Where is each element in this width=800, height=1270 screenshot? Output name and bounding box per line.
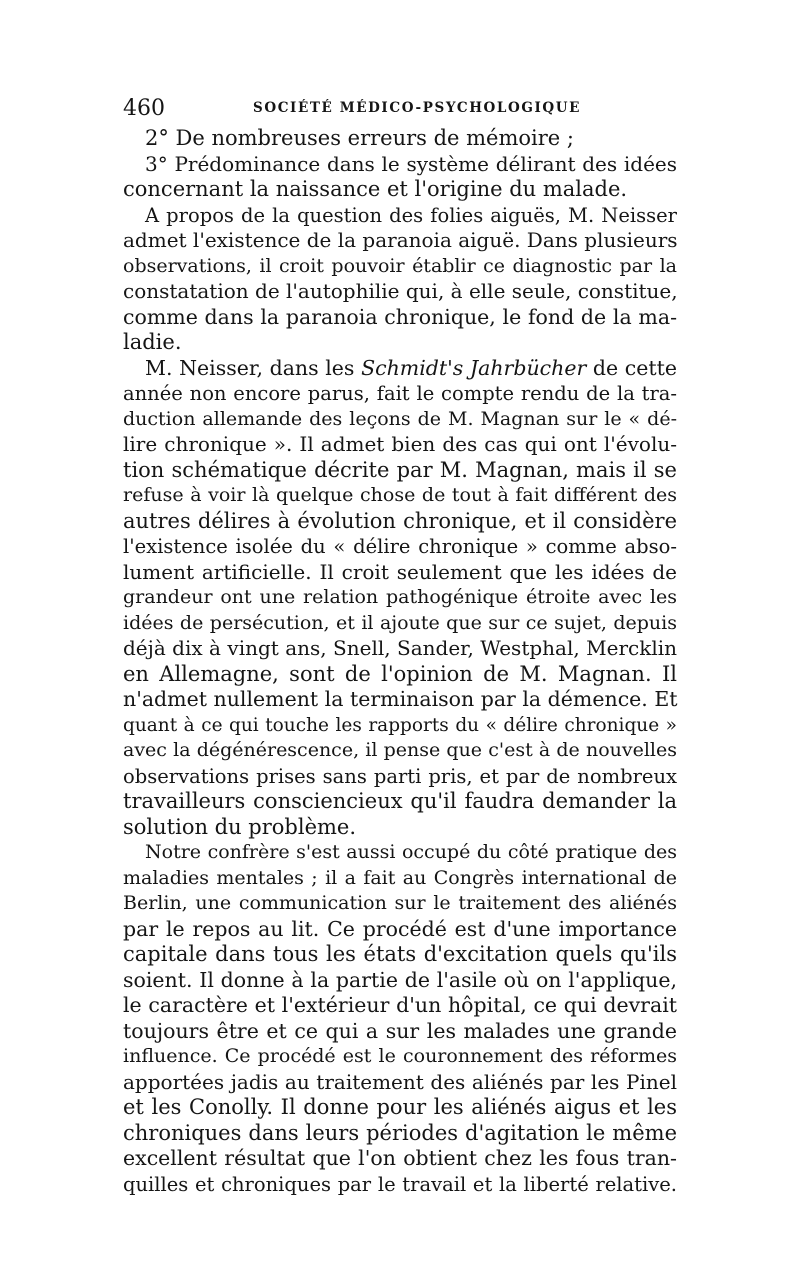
italic-title: Schmidt's Jahrbücher <box>361 355 587 380</box>
text-line-with-italic <box>123 356 677 382</box>
text-line: observations prises sans parti pris, et par de nombreux <box>123 764 677 788</box>
text-line: année non encore parus, fait le compte rendu de la tra- <box>123 382 677 405</box>
text-line: quant à ce qui touche les rapports du « délire chronique » <box>123 714 677 736</box>
text-line: 2° De nombreuses erreurs de mémoire ; <box>145 126 574 150</box>
text-line: chroniques dans leurs périodes d'agitation le même <box>123 1120 677 1145</box>
text-line: excellent résultat que l'on obtient chez les fous tran- <box>123 1146 677 1170</box>
page-number: 460 <box>123 96 165 121</box>
text-line: ladie. <box>123 330 182 354</box>
text-line: constatation de l'autophilie qui, à elle seule, constitue, <box>123 279 678 303</box>
text-line: autres délires à évolution chronique, et il considère <box>123 508 677 533</box>
text-segment: M. Neisser, dans les <box>145 355 355 380</box>
text-line: refuse à voir là quelque chose de tout à fait différent des <box>123 484 677 506</box>
text-line: observations, il croit pouvoir établir ce diagnostic par la <box>123 254 677 277</box>
text-line: solution du problème. <box>123 814 357 839</box>
text-line: et les Conolly. Il donne pour les aliénés aigus et les <box>123 1095 677 1119</box>
text-line: Notre confrère s'est aussi occupé du côté pratique des <box>145 841 677 863</box>
text-body <box>123 126 677 1197</box>
text-line: travailleurs consciencieux qu'il faudra demander la <box>123 789 677 813</box>
page-header <box>123 96 677 126</box>
text-line: lire chronique ». Il admet bien des cas qui ont l'évolu- <box>123 432 677 456</box>
text-line: n'admet nullement la terminaison par la démence. Et <box>123 687 678 711</box>
text-line: quilles et chroniques par le travail et la liberté relative. <box>123 1172 677 1196</box>
text-line: soient. Il donne à la partie de l'asile où on l'applique, <box>123 967 677 992</box>
text-line: A propos de la question des folies aiguës, M. Neisser <box>145 203 677 227</box>
text-line: lument artificielle. Il croit seulement que les idées de <box>123 559 677 584</box>
text-line: concernant la naissance et l'origine du malade. <box>123 177 628 201</box>
text-line: avec la dégénérescence, il pense que c'est à de nouvelles <box>123 739 677 761</box>
running-title: SOCIÉTÉ MÉDICO-PSYCHOLOGIQUE <box>253 100 582 116</box>
text-line: en Allemagne, sont de l'opinion de M. Magnan. Il <box>123 661 677 686</box>
text-line: influence. Ce procédé est le couronnement des réformes <box>123 1045 677 1067</box>
text-line: apportées jadis au traitement des aliénés par les Pinel <box>123 1069 677 1094</box>
text-line: le caractère et l'extérieur d'un hôpital, ce qui devrait <box>123 993 677 1017</box>
text-line: admet l'existence de la paranoia aiguë. Dans plusieurs <box>123 228 678 252</box>
text-line: tion schématique décrite par M. Magnan, mais il se <box>123 457 677 482</box>
text-line: duction allemande des leçons de M. Magnan sur le « dé- <box>123 407 677 430</box>
text-line: par le repos au lit. Ce procédé est d'une importance <box>123 916 677 941</box>
text-line: l'existence isolée du « délire chronique » comme abso- <box>123 535 677 558</box>
text-line: capitale dans tous les états d'excitation quels qu'ils <box>123 942 677 966</box>
text-line: 3° Prédominance dans le système délirant des idées <box>145 151 677 176</box>
text-line: idées de persécution, et il ajoute que sur ce sujet, depuis <box>123 611 677 634</box>
text-line: toujours être et ce qui a sur les malades une grande <box>123 1018 677 1043</box>
text-segment: de cette <box>592 355 677 380</box>
text-line: comme dans la paranoia chronique, le fond de la ma- <box>123 304 677 329</box>
text-line: Berlin, une communication sur le traitement des aliénés <box>123 892 677 914</box>
text-line: grandeur ont une relation pathogénique étroite avec les <box>123 586 677 608</box>
text-line: maladies mentales ; il a fait au Congrès international de <box>123 866 677 889</box>
text-line: déjà dix à vingt ans, Snell, Sander, Westphal, Mercklin <box>123 636 677 660</box>
